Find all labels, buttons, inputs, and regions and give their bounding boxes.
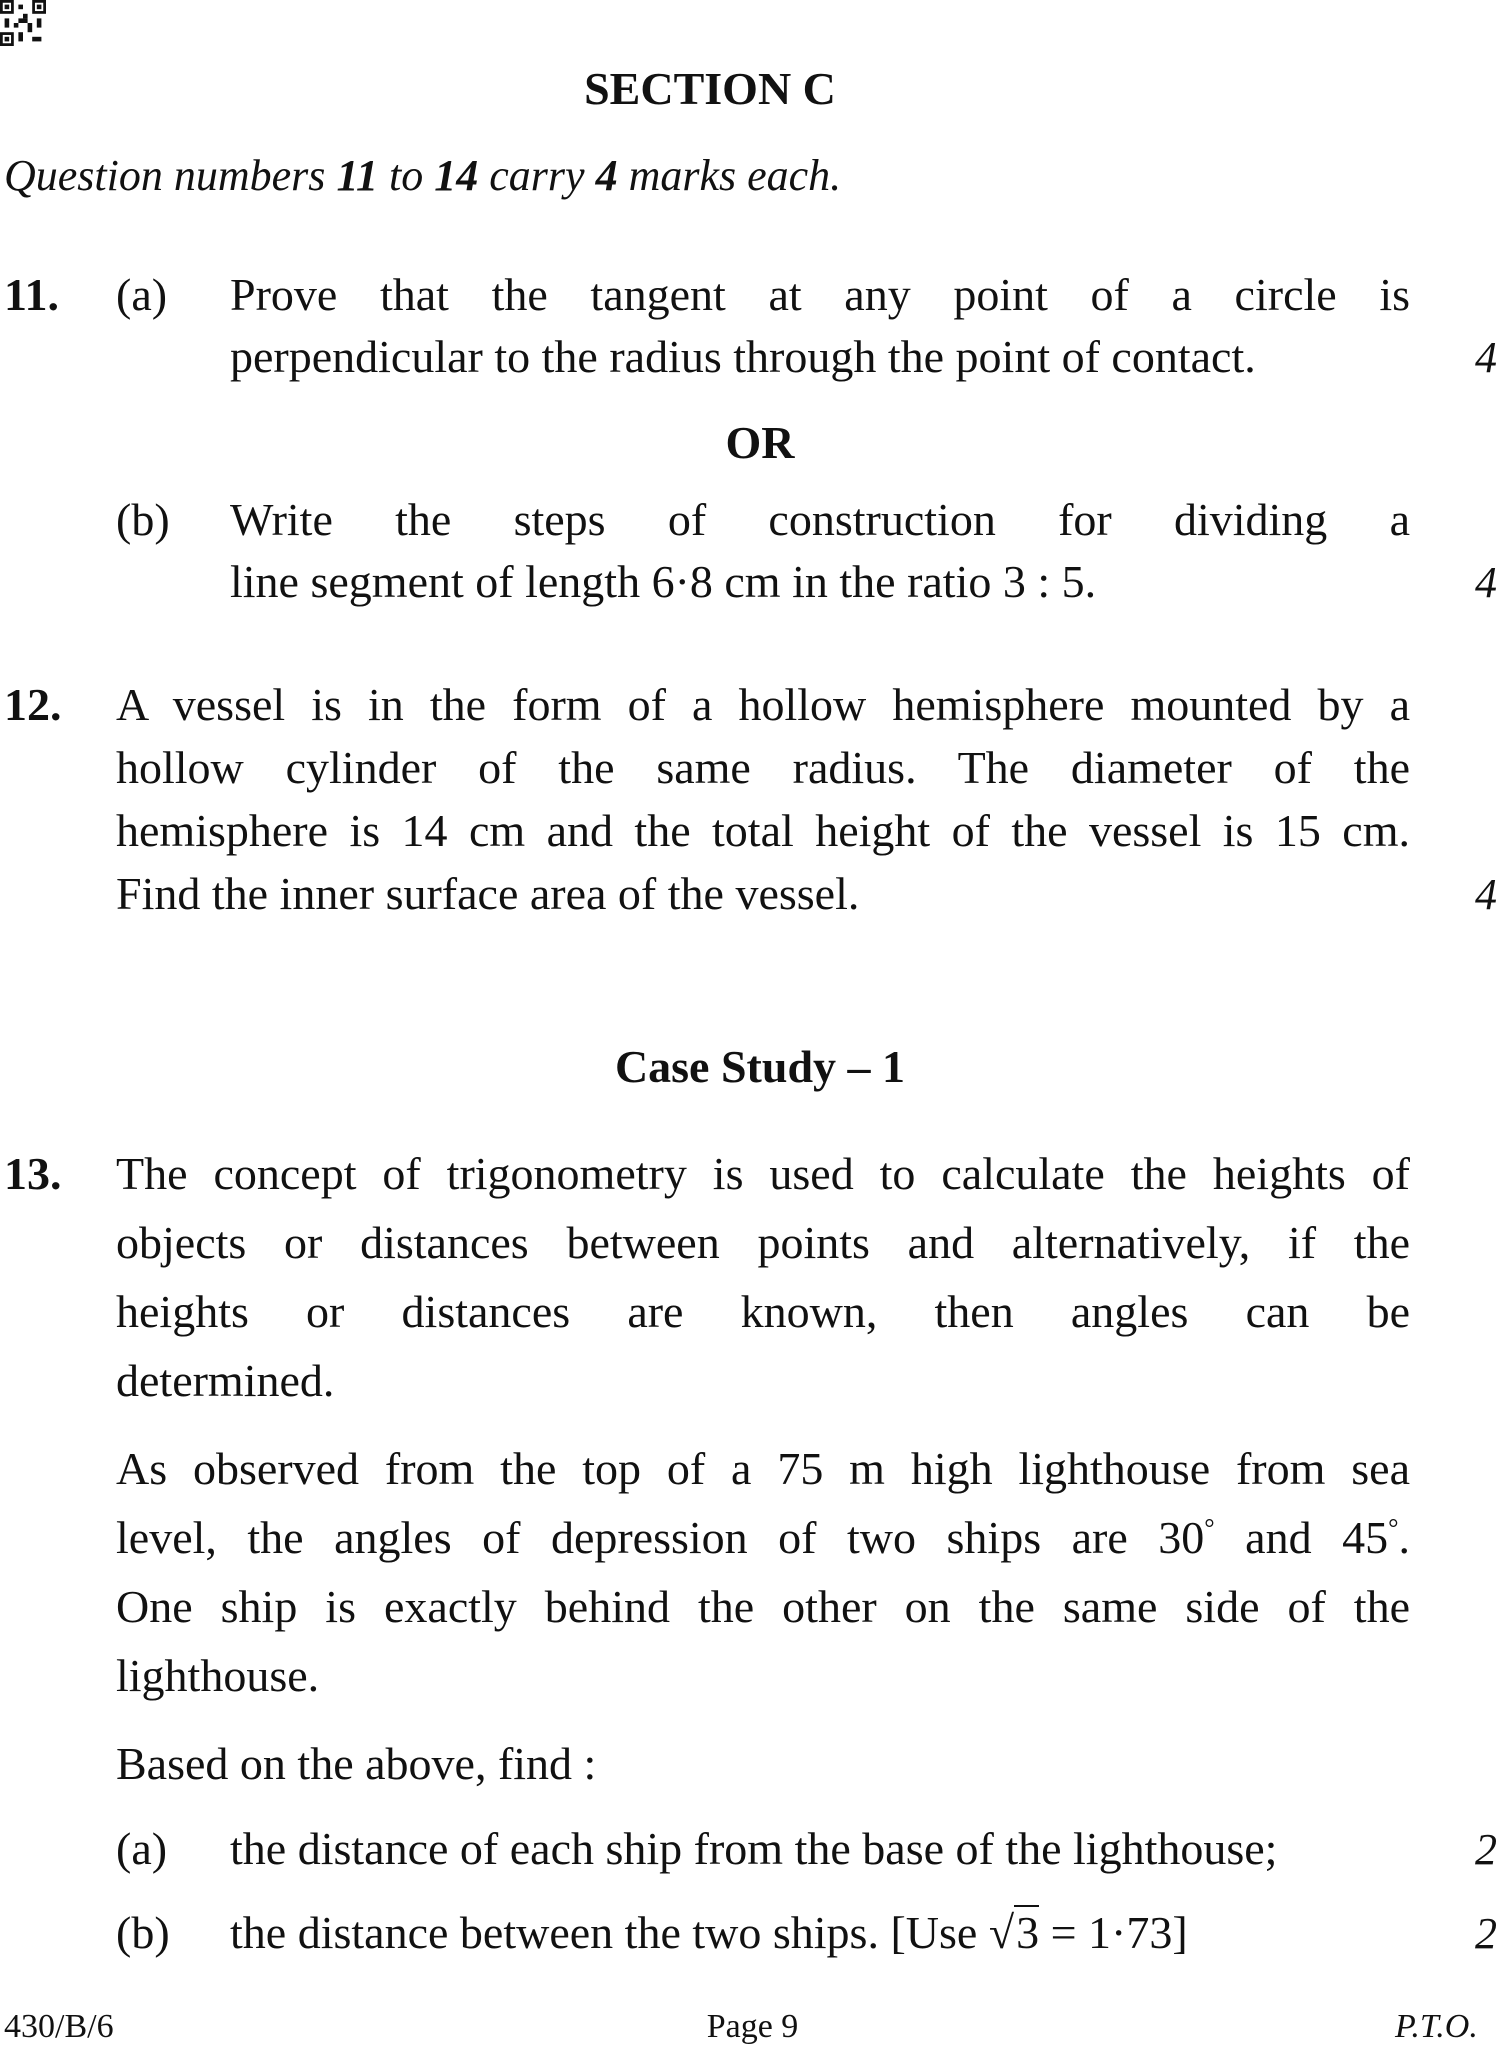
q11-part-b-marks: 4 [1475,558,1497,607]
q11-part-b-line-1: Write the steps of construction for dividing a [230,494,1410,545]
q11-part-b-line-2: line segment of length 6·8 cm in the ratio 3 : 5. [230,556,1097,607]
or-separator: OR [725,417,795,468]
q13-para2-line-3: One ship is exactly behind the other on the same side of the [116,1581,1410,1632]
q12-marks: 4 [1475,870,1497,919]
q11-part-b-label: (b) [116,494,170,545]
square-root-expression: √3 [988,1907,1040,1958]
q13-part-a-label: (a) [116,1823,168,1874]
q11-part-a-marks: 4 [1475,333,1497,382]
q11-part-a-line-1: Prove that the tangent at any point of a circle is [230,269,1410,320]
q13-part-b-label: (b) [116,1907,170,1958]
q12-line-1: A vessel is in the form of a hollow hemisphere mounted by a [116,679,1410,730]
q13-para1-line-1: The concept of trigonometry is used to calculate the heights of [116,1148,1410,1199]
q13-part-b-text: the distance between the two ships. [Use √3 = 1·73] [230,1907,1188,1958]
q13-prompt: Based on the above, find : [116,1738,597,1789]
section-title: SECTION C [584,63,836,114]
q13-para2-line-4: lighthouse. [116,1650,320,1701]
qr-code-icon [0,0,46,46]
question-number-12: 12. [4,679,62,730]
q13-para2-line-2: level, the angles of depression of two ships are 30° and 45°. [116,1512,1411,1563]
q13-para2-line-1: As observed from the top of a 75 m high lighthouse from sea [116,1443,1410,1494]
section-instruction: Question numbers 11 to 14 carry 4 marks each. [4,151,842,200]
q13-part-a-text: the distance of each ship from the base of the lighthouse; [230,1823,1278,1874]
q13-para1-line-3: heights or distances are known, then angles can be [116,1286,1410,1337]
q13-para1-line-2: objects or distances between points and alternatively, if the [116,1217,1410,1268]
question-number-13: 13. [4,1148,62,1199]
q13-part-b-marks: 2 [1475,1909,1497,1958]
q11-part-a-line-2: perpendicular to the radius through the point of contact. [230,331,1256,382]
page-number: Page 9 [706,2008,799,2045]
q13-para1-line-4: determined. [116,1355,335,1406]
q12-line-2: hollow cylinder of the same radius. The diameter of the [116,742,1410,793]
question-number-11: 11. [4,269,59,320]
q11-part-a-label: (a) [116,269,168,320]
q12-line-4: Find the inner surface area of the vessel. [116,868,860,919]
q12-line-3: hemisphere is 14 cm and the total height of the vessel is 15 cm. [116,805,1410,856]
case-study-title: Case Study – 1 [614,1041,906,1092]
paper-code: 430/B/6 [4,2008,114,2045]
pto-label: P.T.O. [1395,2008,1478,2045]
q13-part-a-marks: 2 [1475,1825,1497,1874]
